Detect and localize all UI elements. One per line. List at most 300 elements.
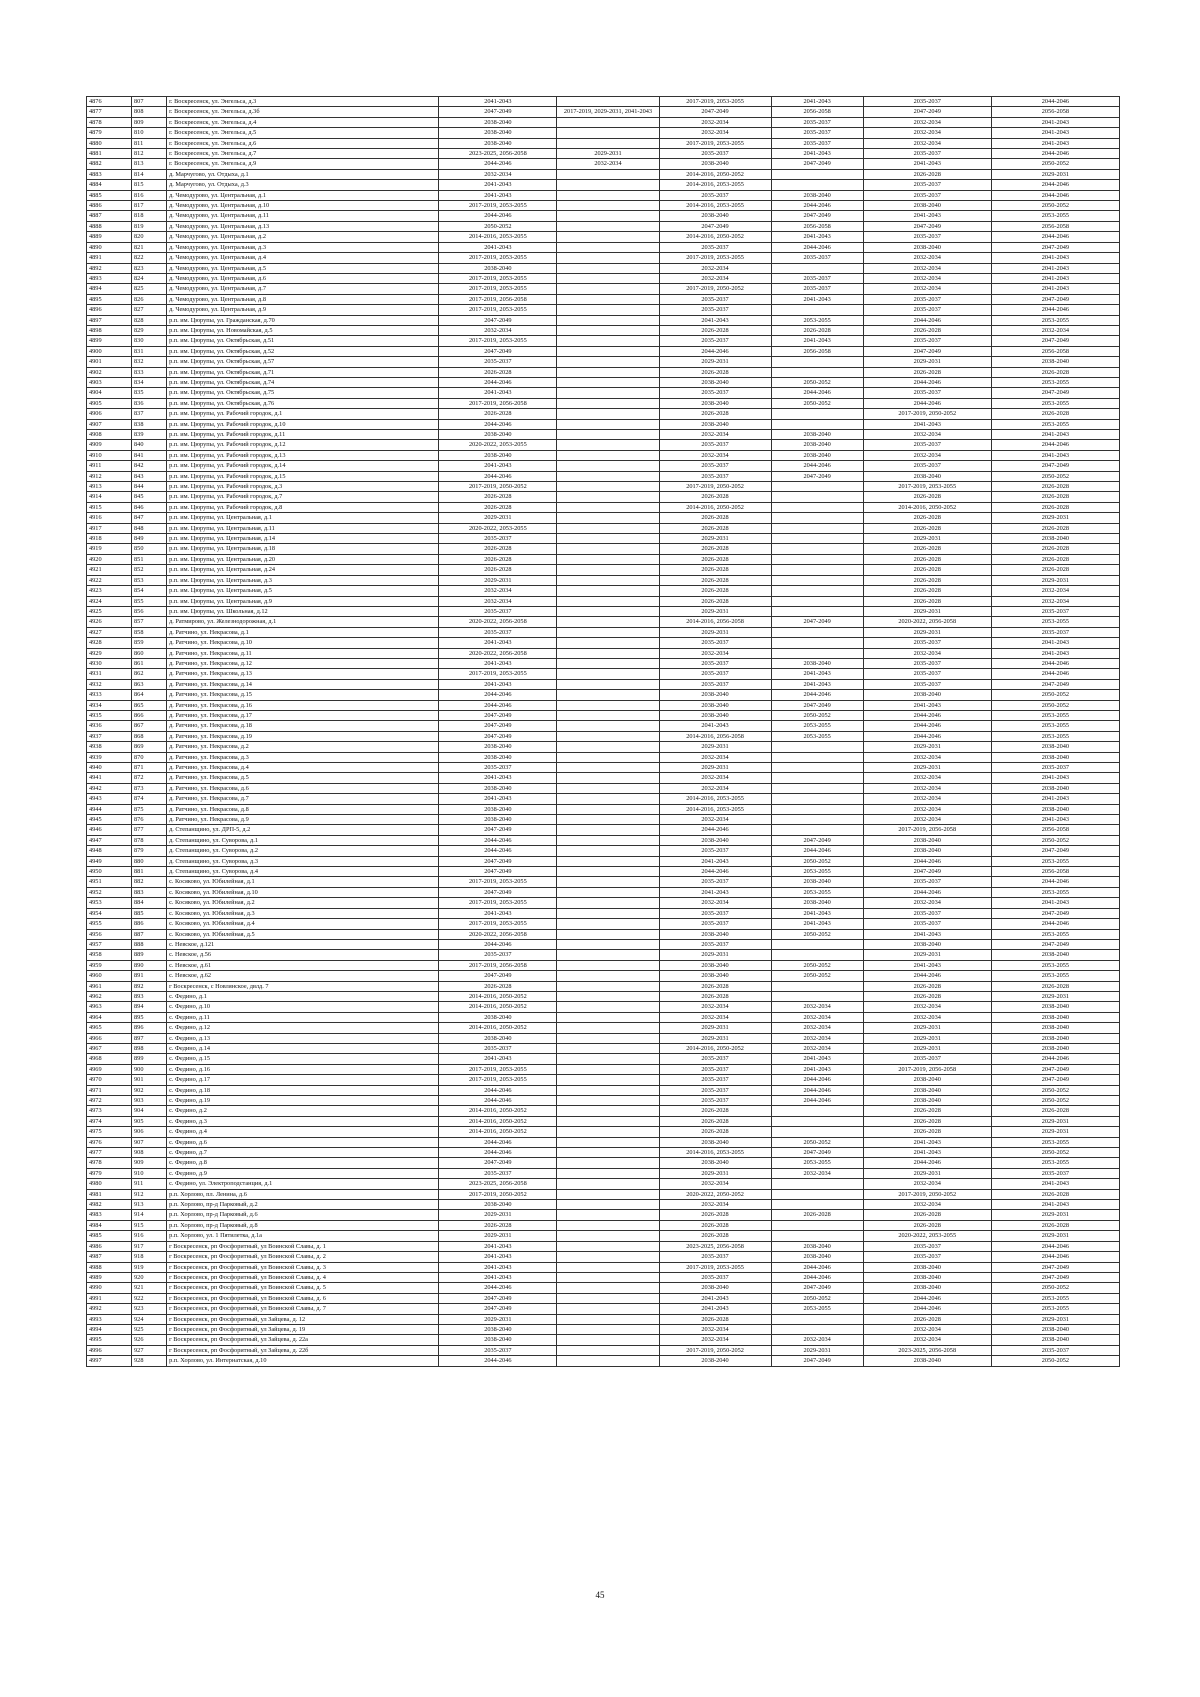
address-cell: г Воскресенск, рп Фосфоритный, ул Воинской Славы, д. 5 (167, 1283, 439, 1293)
period-cell-4: 2050-2052 (771, 929, 863, 939)
period-cell-5: 2032-2034 (863, 1324, 991, 1334)
item-number-cell: 923 (132, 1304, 167, 1314)
period-cell-4: 2050-2052 (771, 856, 863, 866)
address-cell: р.п. им. Цюрупы, ул. Октябрьская, д.52 (167, 346, 439, 356)
period-cell-6: 2053-2055 (991, 971, 1119, 981)
period-cell-1: 2038-2040 (439, 804, 557, 814)
period-cell-6: 2041-2043 (991, 450, 1119, 460)
period-cell-3: 2026-2028 (659, 991, 771, 1001)
period-cell-1: 2041-2043 (439, 190, 557, 200)
item-number-cell: 843 (132, 471, 167, 481)
period-cell-6: 2029-2031 (991, 1314, 1119, 1324)
period-cell-6: 2041-2043 (991, 263, 1119, 273)
period-cell-5: 2044-2046 (863, 856, 991, 866)
period-cell-6: 2047-2049 (991, 908, 1119, 918)
period-cell-4 (771, 482, 863, 492)
period-cell-3: 2032-2034 (659, 898, 771, 908)
address-cell: р.п. им. Цюрупы, ул. Рабочий городок, д.7 (167, 492, 439, 502)
table-row (87, 752, 1120, 762)
period-cell-3: 2026-2028 (659, 1210, 771, 1220)
address-cell: р.п. Хорлово, пр-д Парковый, д.6 (167, 1210, 439, 1220)
period-cell-3: 2035-2037 (659, 461, 771, 471)
period-cell-2: 2029-2031 (557, 149, 659, 159)
row-number-cell: 4953 (87, 898, 132, 908)
period-cell-1: 2044-2046 (439, 377, 557, 387)
item-number-cell: 883 (132, 887, 167, 897)
period-cell-6: 2032-2034 (991, 596, 1119, 606)
item-number-cell: 870 (132, 752, 167, 762)
period-cell-2 (557, 1272, 659, 1282)
period-cell-6: 2029-2031 (991, 1210, 1119, 1220)
row-number-cell: 4946 (87, 825, 132, 835)
period-cell-6: 2041-2043 (991, 128, 1119, 138)
period-cell-3: 2044-2046 (659, 346, 771, 356)
row-number-cell: 4920 (87, 554, 132, 564)
row-number-cell: 4911 (87, 461, 132, 471)
period-cell-5: 2026-2028 (863, 325, 991, 335)
period-cell-2 (557, 1189, 659, 1199)
address-cell: с. Федино, д.8 (167, 1158, 439, 1168)
period-cell-4 (771, 534, 863, 544)
table-row (87, 128, 1120, 138)
row-number-cell: 4941 (87, 773, 132, 783)
row-number-cell: 4913 (87, 482, 132, 492)
period-cell-4: 2035-2037 (771, 284, 863, 294)
period-cell-2 (557, 253, 659, 263)
address-cell: д. Марчуговo, ул. Отдыха, д.3 (167, 180, 439, 190)
address-cell: д. Чемодурово, ул. Центральная, д.11 (167, 211, 439, 221)
item-number-cell: 834 (132, 377, 167, 387)
table-row (87, 742, 1120, 752)
period-cell-6: 2050-2052 (991, 1096, 1119, 1106)
address-cell: д. Ратчино, ул. Некрасова, д.13 (167, 669, 439, 679)
table-row (87, 887, 1120, 897)
period-cell-5: 2020-2022, 2056-2058 (863, 617, 991, 627)
period-cell-3: 2014-2016, 2053-2055 (659, 180, 771, 190)
period-cell-2 (557, 284, 659, 294)
period-cell-1: 2017-2019, 2053-2055 (439, 1075, 557, 1085)
period-cell-1: 2047-2049 (439, 1293, 557, 1303)
period-cell-4: 2032-2034 (771, 1043, 863, 1053)
period-cell-3: 2029-2031 (659, 357, 771, 367)
table-row (87, 450, 1120, 460)
row-number-cell: 4985 (87, 1231, 132, 1241)
address-cell: г Воскресенск, рп Фосфоритный, ул Воинской Славы, д. 4 (167, 1272, 439, 1282)
period-cell-1: 2026-2028 (439, 1220, 557, 1230)
period-cell-5: 2032-2034 (863, 253, 991, 263)
period-cell-6: 2026-2028 (991, 1220, 1119, 1230)
period-cell-6: 2041-2043 (991, 430, 1119, 440)
period-cell-2 (557, 554, 659, 564)
period-cell-3: 2038-2040 (659, 960, 771, 970)
item-number-cell: 927 (132, 1345, 167, 1355)
period-cell-4 (771, 939, 863, 949)
table-row (87, 617, 1120, 627)
address-cell: д. Степанщино, ул. Суворова, д.2 (167, 846, 439, 856)
item-number-cell: 878 (132, 835, 167, 845)
period-cell-6: 2053-2055 (991, 960, 1119, 970)
item-number-cell: 903 (132, 1096, 167, 1106)
table-row (87, 492, 1120, 502)
period-cell-6: 2047-2049 (991, 846, 1119, 856)
period-cell-5: 2041-2043 (863, 929, 991, 939)
period-cell-5: 2038-2040 (863, 1356, 991, 1366)
table-row (87, 1283, 1120, 1293)
period-cell-4 (771, 606, 863, 616)
period-cell-6: 2035-2037 (991, 1168, 1119, 1178)
row-number-cell: 4981 (87, 1189, 132, 1199)
period-cell-1: 2029-2031 (439, 1210, 557, 1220)
period-cell-2 (557, 1075, 659, 1085)
period-cell-4: 2041-2043 (771, 97, 863, 107)
period-cell-3: 2026-2028 (659, 575, 771, 585)
row-number-cell: 4882 (87, 159, 132, 169)
period-cell-5: 2029-2031 (863, 1043, 991, 1053)
period-cell-2 (557, 398, 659, 408)
period-cell-4 (771, 1189, 863, 1199)
period-cell-2 (557, 138, 659, 148)
period-cell-1: 2044-2046 (439, 211, 557, 221)
address-cell: с. Косяково, ул. Юбилейная, д.1 (167, 877, 439, 887)
period-cell-3: 2035-2037 (659, 877, 771, 887)
period-cell-1: 2017-2019, 2053-2055 (439, 877, 557, 887)
period-cell-5: 2026-2028 (863, 565, 991, 575)
period-cell-4 (771, 419, 863, 429)
period-cell-3: 2041-2043 (659, 315, 771, 325)
period-cell-2 (557, 325, 659, 335)
row-number-cell: 4892 (87, 263, 132, 273)
item-number-cell: 891 (132, 971, 167, 981)
period-cell-2 (557, 1200, 659, 1210)
table-row (87, 1189, 1120, 1199)
row-number-cell: 4879 (87, 128, 132, 138)
period-cell-1: 2035-2037 (439, 1168, 557, 1178)
row-number-cell: 4968 (87, 1054, 132, 1064)
period-cell-1: 2041-2043 (439, 679, 557, 689)
period-cell-6: 2026-2028 (991, 565, 1119, 575)
period-cell-1: 2050-2052 (439, 221, 557, 231)
item-number-cell: 906 (132, 1127, 167, 1137)
table-row (87, 357, 1120, 367)
period-cell-2 (557, 586, 659, 596)
period-cell-6: 2026-2028 (991, 409, 1119, 419)
period-cell-4 (771, 648, 863, 658)
row-number-cell: 4935 (87, 710, 132, 720)
item-number-cell: 914 (132, 1210, 167, 1220)
period-cell-3: 2035-2037 (659, 1096, 771, 1106)
period-cell-2 (557, 804, 659, 814)
address-cell: д. Степанщино, ул. Суворова, д.3 (167, 856, 439, 866)
item-number-cell: 844 (132, 482, 167, 492)
period-cell-5: 2035-2037 (863, 461, 991, 471)
table-row (87, 1293, 1120, 1303)
table-row (87, 1075, 1120, 1085)
table-row (87, 679, 1120, 689)
period-cell-5: 2032-2034 (863, 773, 991, 783)
period-cell-3: 2026-2028 (659, 513, 771, 523)
period-cell-2 (557, 638, 659, 648)
period-cell-2 (557, 419, 659, 429)
period-cell-3: 2029-2031 (659, 950, 771, 960)
period-cell-1: 2044-2046 (439, 419, 557, 429)
period-cell-5: 2032-2034 (863, 273, 991, 283)
address-cell: с. Федино, д.16 (167, 1064, 439, 1074)
item-number-cell: 846 (132, 502, 167, 512)
period-cell-6: 2026-2028 (991, 482, 1119, 492)
period-cell-4 (771, 502, 863, 512)
period-cell-6: 2035-2037 (991, 763, 1119, 773)
period-cell-4: 2032-2034 (771, 1168, 863, 1178)
period-cell-2: 2017-2019, 2029-2031, 2041-2043 (557, 107, 659, 117)
table-row (87, 939, 1120, 949)
row-number-cell: 4903 (87, 377, 132, 387)
period-cell-3: 2026-2028 (659, 1116, 771, 1126)
period-cell-6: 2026-2028 (991, 502, 1119, 512)
period-cell-1: 2017-2019, 2053-2055 (439, 898, 557, 908)
period-cell-5: 2026-2028 (863, 513, 991, 523)
item-number-cell: 820 (132, 232, 167, 242)
table-row (87, 180, 1120, 190)
address-cell: г Воскресенск, рп Фосфоритный, ул Зайцева, д. 22б (167, 1345, 439, 1355)
table-row (87, 1158, 1120, 1168)
row-number-cell: 4899 (87, 336, 132, 346)
period-cell-6: 2038-2040 (991, 357, 1119, 367)
period-cell-3: 2023-2025, 2056-2058 (659, 1241, 771, 1251)
period-cell-4: 2038-2040 (771, 430, 863, 440)
table-row (87, 346, 1120, 356)
address-cell: р.п. им. Цюрупы, ул. Центральная, д.5 (167, 586, 439, 596)
address-cell: р.п. им. Цюрупы, ул. Октябрьская, д.71 (167, 367, 439, 377)
item-number-cell: 823 (132, 263, 167, 273)
period-cell-3: 2041-2043 (659, 721, 771, 731)
period-cell-5: 2044-2046 (863, 1293, 991, 1303)
period-cell-1: 2017-2019, 2053-2055 (439, 305, 557, 315)
table-row (87, 1085, 1120, 1095)
period-cell-6: 2041-2043 (991, 253, 1119, 263)
period-cell-2 (557, 1064, 659, 1074)
address-cell: р.п. Хорлово, пр-д Парковый, д.2 (167, 1200, 439, 1210)
period-cell-1: 2044-2046 (439, 1283, 557, 1293)
period-cell-4 (771, 825, 863, 835)
period-cell-6: 2053-2055 (991, 721, 1119, 731)
period-cell-3: 2038-2040 (659, 419, 771, 429)
period-cell-5: 2038-2040 (863, 939, 991, 949)
period-cell-2 (557, 1116, 659, 1126)
period-cell-2 (557, 887, 659, 897)
period-cell-5: 2035-2037 (863, 919, 991, 929)
address-cell: с. Невское, д.61 (167, 960, 439, 970)
period-cell-4 (771, 1314, 863, 1324)
period-cell-2 (557, 1054, 659, 1064)
table-row (87, 981, 1120, 991)
item-number-cell: 915 (132, 1220, 167, 1230)
period-cell-5: 2044-2046 (863, 710, 991, 720)
address-cell: г Воскресенск, рп Фосфоритный, ул Воинской Славы, д. 2 (167, 1252, 439, 1262)
period-cell-2 (557, 1345, 659, 1355)
period-cell-4: 2044-2046 (771, 1272, 863, 1282)
period-cell-1: 2044-2046 (439, 700, 557, 710)
table-row (87, 169, 1120, 179)
period-cell-1: 2026-2028 (439, 502, 557, 512)
period-cell-6: 2038-2040 (991, 1023, 1119, 1033)
row-number-cell: 4904 (87, 388, 132, 398)
period-cell-2 (557, 315, 659, 325)
row-number-cell: 4897 (87, 315, 132, 325)
address-cell: г Воскресенск, рп Фосфоритный, ул Воинской Славы, д. 1 (167, 1241, 439, 1251)
period-cell-4: 2038-2040 (771, 1252, 863, 1262)
period-cell-5: 2035-2037 (863, 190, 991, 200)
period-cell-5: 2032-2034 (863, 648, 991, 658)
address-cell: г. Воскресенск, ул. Энгельса, д.3 (167, 97, 439, 107)
period-cell-4 (771, 492, 863, 502)
capital-repair-schedule-table (86, 96, 1120, 1367)
table-row (87, 835, 1120, 845)
period-cell-4: 2035-2037 (771, 117, 863, 127)
table-row (87, 690, 1120, 700)
period-cell-1: 2041-2043 (439, 97, 557, 107)
period-cell-5: 2014-2016, 2050-2052 (863, 502, 991, 512)
row-number-cell: 4888 (87, 221, 132, 231)
address-cell: с. Косяково, ул. Юбилейная, д.3 (167, 908, 439, 918)
period-cell-6: 2029-2031 (991, 1127, 1119, 1137)
period-cell-5: 2035-2037 (863, 336, 991, 346)
period-cell-5: 2032-2034 (863, 263, 991, 273)
period-cell-4: 2038-2040 (771, 877, 863, 887)
period-cell-4: 2053-2055 (771, 1158, 863, 1168)
period-cell-3: 2032-2034 (659, 430, 771, 440)
period-cell-2 (557, 1012, 659, 1022)
period-cell-6: 2050-2052 (991, 690, 1119, 700)
period-cell-5: 2017-2019, 2056-2058 (863, 1064, 991, 1074)
item-number-cell: 861 (132, 658, 167, 668)
address-cell: д. Ратчино, ул. Некрасова, д.17 (167, 710, 439, 720)
table-row (87, 731, 1120, 741)
period-cell-3: 2014-2016, 2050-2052 (659, 232, 771, 242)
period-cell-6: 2044-2046 (991, 149, 1119, 159)
address-cell: д. Степанщино, ул. ДРП-5, д.2 (167, 825, 439, 835)
period-cell-6: 2041-2043 (991, 1179, 1119, 1189)
period-cell-3: 2038-2040 (659, 1356, 771, 1366)
item-number-cell: 902 (132, 1085, 167, 1095)
period-cell-2 (557, 981, 659, 991)
item-number-cell: 849 (132, 534, 167, 544)
item-number-cell: 892 (132, 981, 167, 991)
table-row (87, 1262, 1120, 1272)
period-cell-6: 2026-2028 (991, 554, 1119, 564)
address-cell: г. Воскресенск, ул. Энгельса, д.6 (167, 138, 439, 148)
period-cell-1: 2026-2028 (439, 544, 557, 554)
table-row (87, 430, 1120, 440)
period-cell-2 (557, 648, 659, 658)
period-cell-5: 2044-2046 (863, 731, 991, 741)
period-cell-1: 2026-2028 (439, 565, 557, 575)
period-cell-1: 2038-2040 (439, 1033, 557, 1043)
address-cell: д. Степанщино, ул. Суворова, д.1 (167, 835, 439, 845)
period-cell-1: 2017-2019, 2056-2058 (439, 294, 557, 304)
row-number-cell: 4958 (87, 950, 132, 960)
period-cell-3: 2026-2028 (659, 596, 771, 606)
address-cell: д. Ратчино, ул. Некрасова, д.7 (167, 794, 439, 804)
period-cell-6: 2038-2040 (991, 1043, 1119, 1053)
period-cell-2 (557, 971, 659, 981)
table-row (87, 867, 1120, 877)
period-cell-5: 2017-2019, 2056-2058 (863, 825, 991, 835)
period-cell-2 (557, 794, 659, 804)
period-cell-3: 2026-2028 (659, 367, 771, 377)
period-cell-5: 2032-2034 (863, 1200, 991, 1210)
period-cell-6: 2038-2040 (991, 783, 1119, 793)
period-cell-6: 2026-2028 (991, 1189, 1119, 1199)
table-row (87, 1304, 1120, 1314)
period-cell-3: 2026-2028 (659, 325, 771, 335)
period-cell-6: 2041-2043 (991, 273, 1119, 283)
address-cell: д. Ратчино, ул. Некрасова, д.14 (167, 679, 439, 689)
table-row (87, 1241, 1120, 1251)
period-cell-5: 2032-2034 (863, 783, 991, 793)
row-number-cell: 4922 (87, 575, 132, 585)
item-number-cell: 828 (132, 315, 167, 325)
address-cell: с. Косяково, ул. Юбилейная, д.10 (167, 887, 439, 897)
period-cell-3: 2032-2034 (659, 1002, 771, 1012)
item-number-cell: 885 (132, 908, 167, 918)
row-number-cell: 4925 (87, 606, 132, 616)
item-number-cell: 868 (132, 731, 167, 741)
address-cell: д. Чемодурово, ул. Центральная, д.4 (167, 253, 439, 263)
period-cell-6: 2029-2031 (991, 1116, 1119, 1126)
period-cell-4 (771, 1127, 863, 1137)
period-cell-6: 2047-2049 (991, 939, 1119, 949)
item-number-cell: 824 (132, 273, 167, 283)
item-number-cell: 813 (132, 159, 167, 169)
table-row (87, 305, 1120, 315)
table-row (87, 1200, 1120, 1210)
item-number-cell: 905 (132, 1116, 167, 1126)
period-cell-2 (557, 367, 659, 377)
period-cell-2 (557, 1043, 659, 1053)
row-number-cell: 4898 (87, 325, 132, 335)
table-row (87, 1002, 1120, 1012)
period-cell-5: 2044-2046 (863, 1304, 991, 1314)
period-cell-5: 2035-2037 (863, 305, 991, 315)
period-cell-6: 2038-2040 (991, 1324, 1119, 1334)
address-cell: д. Ратчино, ул. Некрасова, д.16 (167, 700, 439, 710)
period-cell-5: 2026-2028 (863, 1220, 991, 1230)
item-number-cell: 837 (132, 409, 167, 419)
period-cell-3: 2047-2049 (659, 221, 771, 231)
period-cell-2 (557, 960, 659, 970)
address-cell: р.п. им. Цюрупы, ул. Рабочий городок, д.12 (167, 440, 439, 450)
period-cell-2 (557, 482, 659, 492)
period-cell-3: 2029-2031 (659, 1168, 771, 1178)
period-cell-2 (557, 679, 659, 689)
period-cell-2 (557, 627, 659, 637)
period-cell-5: 2038-2040 (863, 1096, 991, 1106)
period-cell-1: 2026-2028 (439, 409, 557, 419)
period-cell-3: 2017-2019, 2053-2055 (659, 1262, 771, 1272)
row-number-cell: 4887 (87, 211, 132, 221)
period-cell-1: 2017-2019, 2056-2058 (439, 398, 557, 408)
period-cell-4: 2044-2046 (771, 1085, 863, 1095)
period-cell-5: 2041-2043 (863, 211, 991, 221)
table-row (87, 575, 1120, 585)
period-cell-6: 2047-2049 (991, 1262, 1119, 1272)
item-number-cell: 888 (132, 939, 167, 949)
period-cell-3: 2029-2031 (659, 763, 771, 773)
period-cell-6: 2053-2055 (991, 1293, 1119, 1303)
table-row (87, 1220, 1120, 1230)
period-cell-5: 2032-2034 (863, 804, 991, 814)
period-cell-4: 2026-2028 (771, 1210, 863, 1220)
